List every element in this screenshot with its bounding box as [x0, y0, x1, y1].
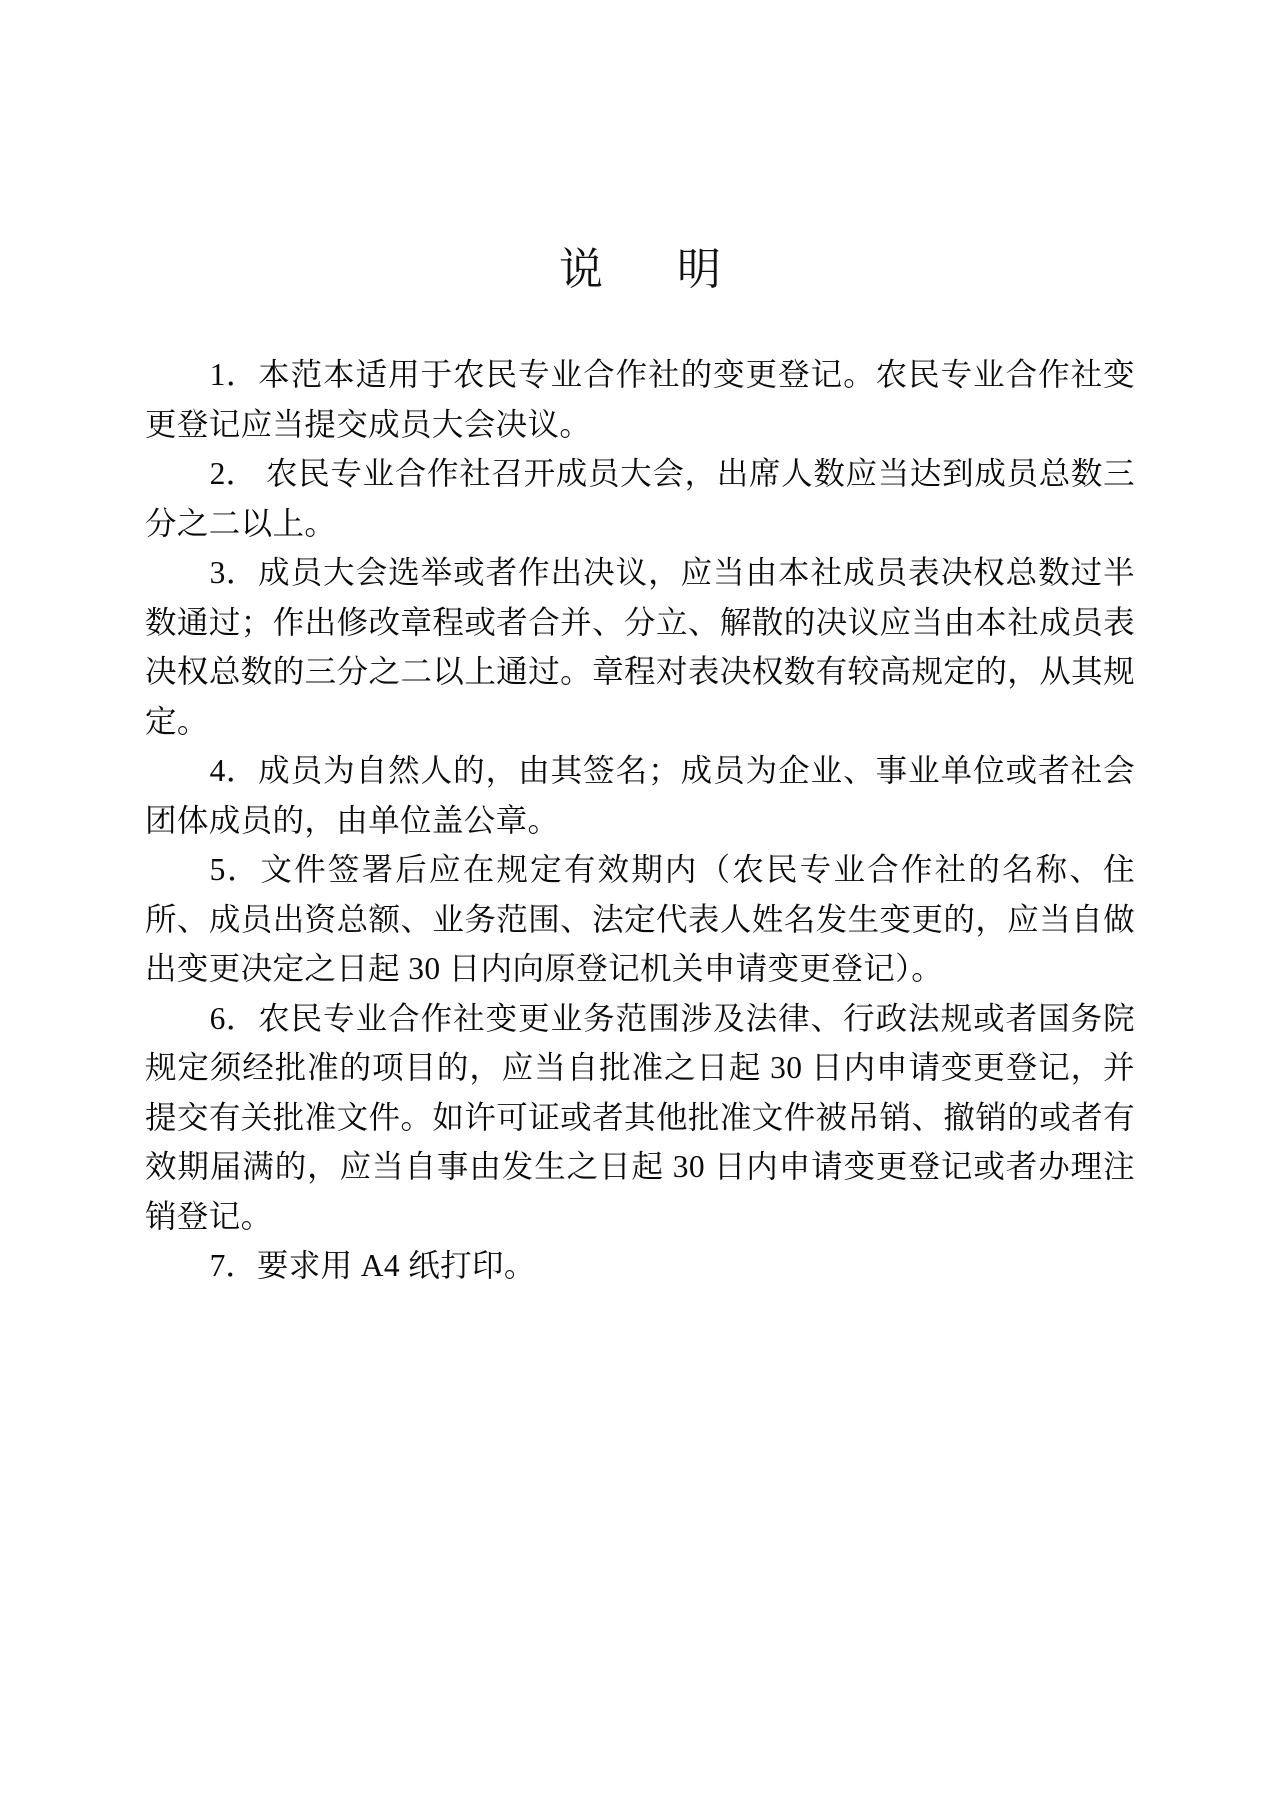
- note-number: 7．: [209, 1248, 257, 1283]
- note-text: 农民专业合作社变更业务范围涉及法律、行政法规或者国务院规定须经批准的项目的，应当自批准之日起 30 日内申请变更登记，并提交有关批准文件。如许可证或者其他批准文件被吊销、撤销的或者有效期届满的，应当自事由发生之日起 30 日内申请变更登记或者办理注销登记。: [145, 1000, 1135, 1234]
- note-number: 4．: [209, 753, 259, 788]
- note-text: 本范本适用于农民专业合作社的变更登记。农民专业合作社变更登记应当提交成员大会决议。: [145, 357, 1135, 442]
- note-text: 文件签署后应在规定有效期内（农民专业合作社的名称、住所、成员出资总额、业务范围、法定代表人姓名发生变更的，应当自做出变更决定之日起 30 日内向原登记机关申请变更登记）。: [145, 852, 1135, 986]
- note-number: 5．: [209, 852, 261, 887]
- note-item: [145, 449, 1135, 548]
- page-content: [145, 0, 1135, 1291]
- note-number: 1．: [209, 357, 259, 392]
- note-item: [145, 350, 1135, 449]
- note-text: 农民专业合作社召开成员大会，出席人数应当达到成员总数三分之二以上。: [145, 456, 1135, 541]
- notes-list: [145, 292, 1135, 1291]
- note-text: 要求用 A4 纸打印。: [256, 1248, 536, 1283]
- note-number: 6．: [209, 1000, 259, 1036]
- note-item: [145, 548, 1135, 746]
- note-item: [145, 1241, 1135, 1291]
- note-text: 成员大会选举或者作出决议，应当由本社成员表决权总数过半数通过；作出修改章程或者合并、分立、解散的决议应当由本社成员表决权总数的三分之二以上通过。章程对表决权数有较高规定的，从其规定。: [145, 555, 1135, 739]
- page-title: 说 明: [559, 245, 736, 294]
- note-item: [145, 845, 1135, 994]
- note-number: 3．: [209, 555, 259, 590]
- note-item: [145, 994, 1135, 1242]
- note-number: 2．: [209, 456, 258, 491]
- note-text: 成员为自然人的，由其签名；成员为企业、事业单位或者社会团体成员的，由单位盖公章。: [145, 753, 1135, 838]
- note-item: [145, 746, 1135, 845]
